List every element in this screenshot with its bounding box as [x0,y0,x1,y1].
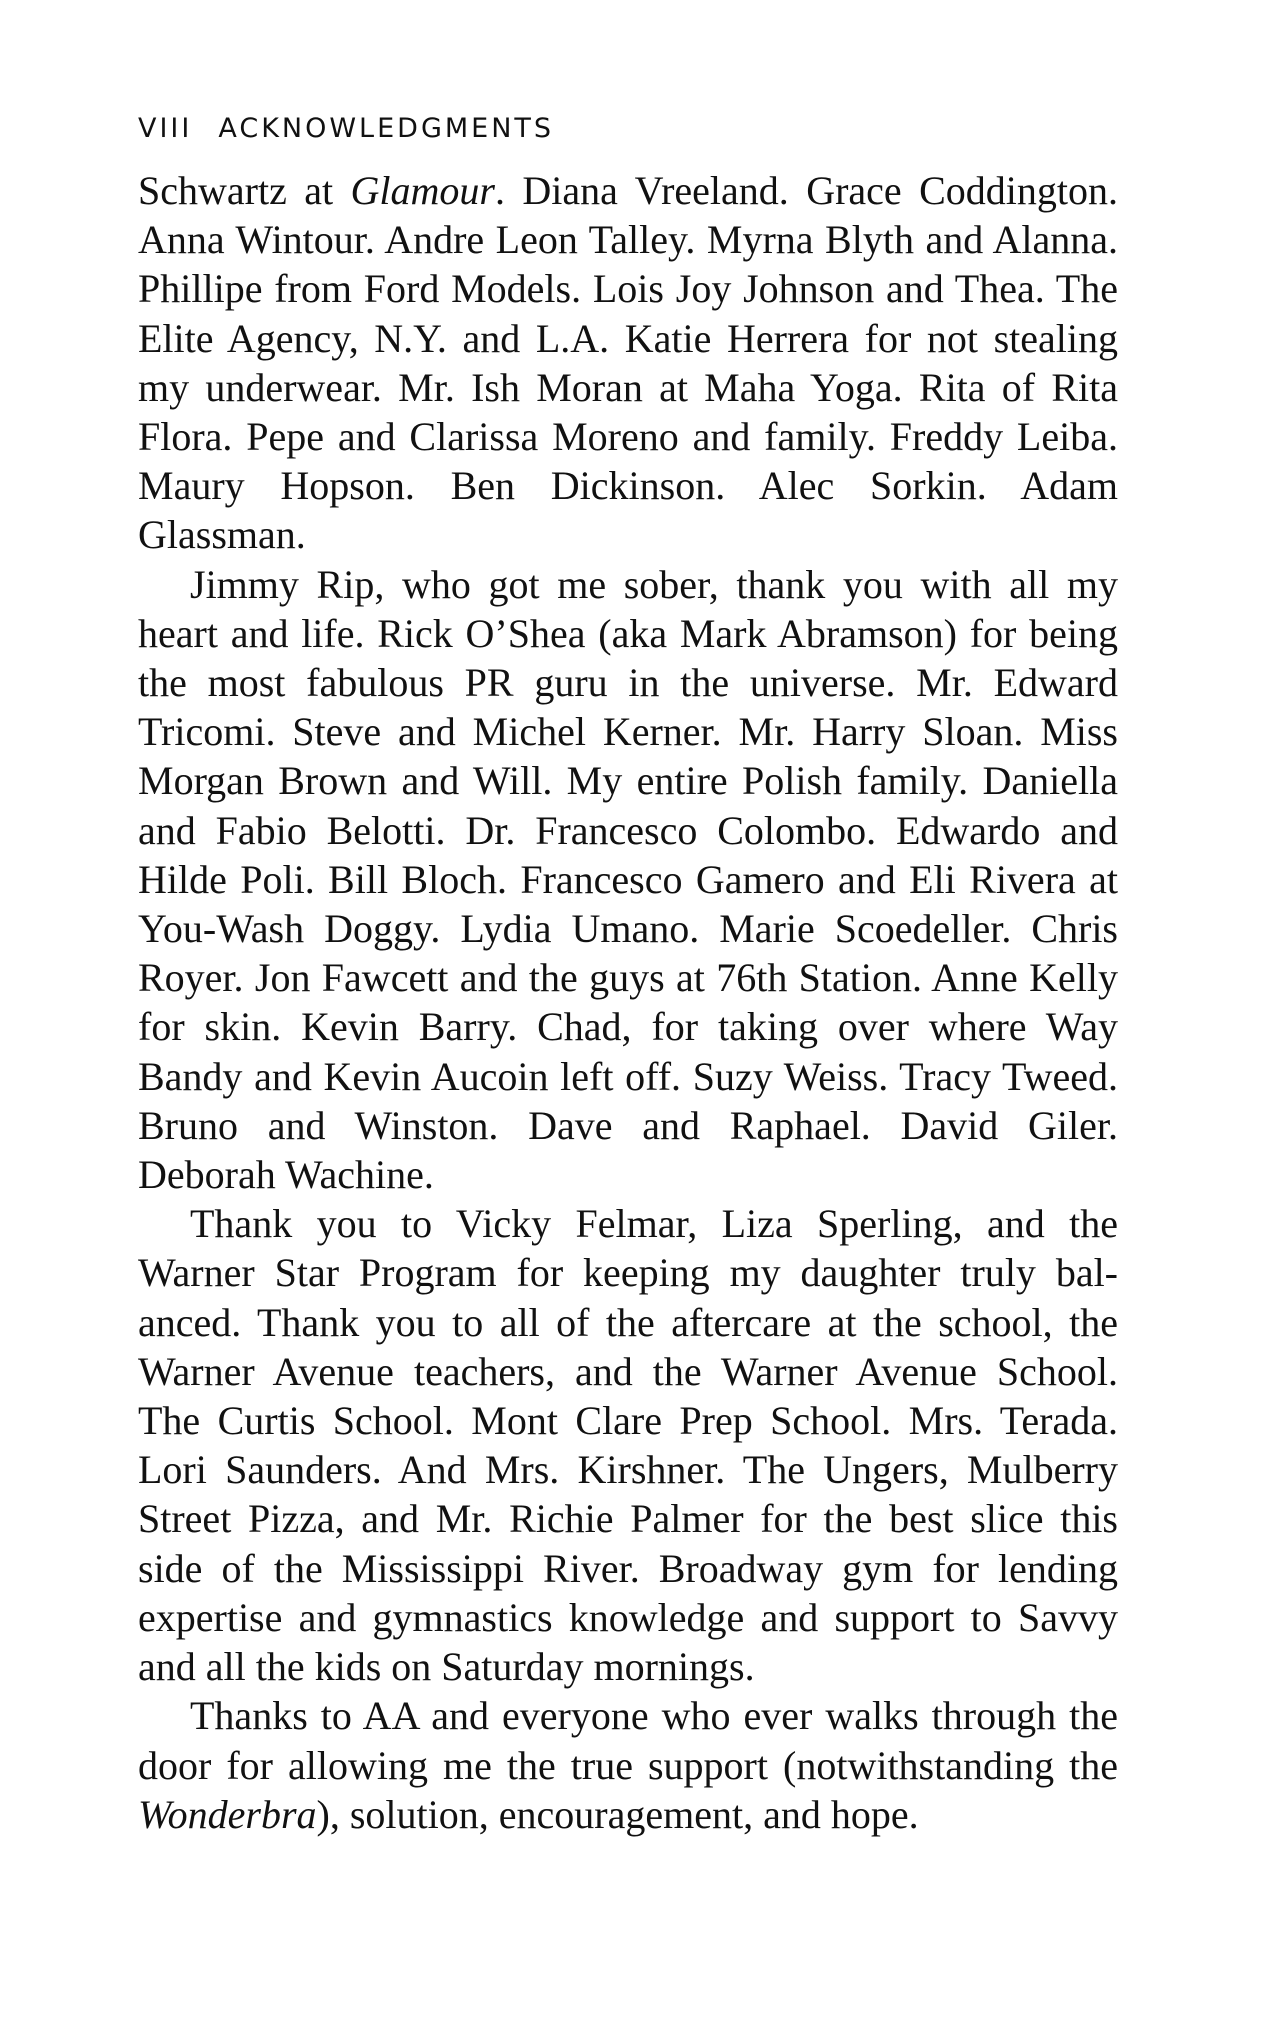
paragraph-2: Jimmy Rip, who got me sober, thank you with all my heart and life. Rick O’Shea (aka Mark Abramson) for being the most fabulous PR guru in the universe. Mr. Edward Tricomi. Steve and Michel Kerner. Mr. Harry Sloan. Miss Morgan Brown and Will. My entire Polish family. Daniella and Fabio Belotti. Dr. Francesco Colombo. Edwardo and Hilde Poli. Bill Bloch. Francesco Gamero and Eli Rivera at You-Wash Doggy. Lydia Umano. Marie Scoedeller. Chris Royer. Jon Fawcett and the guys at 76th Station. Anne Kelly for skin. Kevin Barry. Chad, for taking over where Way Bandy and Kevin Aucoin left off. Suzy Weiss. Tracy Tweed. Bruno and Winston. Dave and Raphael. David Giler. Deborah Wachine. [138,561,1118,1198]
paragraph-3: Thank you to Vicky Felmar, Liza Sperling, and the Warner Star Program for keeping my daughter truly bal-anced. Thank you to all of the aftercare at the school, the Warner Avenue teachers, and the Warner Avenue School. The Curtis School. Mont Clare Prep School. Mrs. Terada. Lori Saunders. And Mrs. Kirshner. The Ungers, Mulberry Street Pizza, and Mr. Richie Palmer for the best slice this side of the Mississippi River. Broadway gym for lending expertise and gymnastics knowledge and support to Savvy and all the kids on Saturday mornings. [138,1201,1118,1690]
magazine-title-italic: Glamour [350,168,495,213]
book-page [138,112,1118,1839]
paragraph-1-text-start: Schwartz at [138,168,351,213]
paragraph-4-text-rest: ), solution, encouragement, and hope. [316,1791,919,1837]
paragraph-1 [138,166,1118,560]
paragraph-4-text-start: Thanks to AA and everyone who ever walks through the door for allowing me the true support (notwithstanding the [138,1693,1118,1788]
section-title: ACKNOWLEDGMENTS [218,113,555,144]
running-head [138,112,1118,146]
brand-name-italic: Wonderbra [138,1791,317,1837]
page-number: VIII [138,113,193,144]
paragraph-4 [138,1691,1118,1839]
body-text [138,166,1118,1839]
paragraph-1-text-rest: . Diana Vreeland. Grace Coddington. Anna Wintour. Andre Leon Talley. Myrna Blyth and Alanna. Phillipe from Ford Models. Lois Joy Johnson and Thea. The Elite Agency, N.Y. and L.A. Katie Herrera for not stealing my underwear. Mr. Ish Moran at Maha Yoga. Rita of Rita Flora. Pepe and Clarissa Moreno and family. Freddy Leiba. Maury Hopson. Ben Dickinson. Alec Sorkin. Adam Glassman. [138,168,1118,558]
